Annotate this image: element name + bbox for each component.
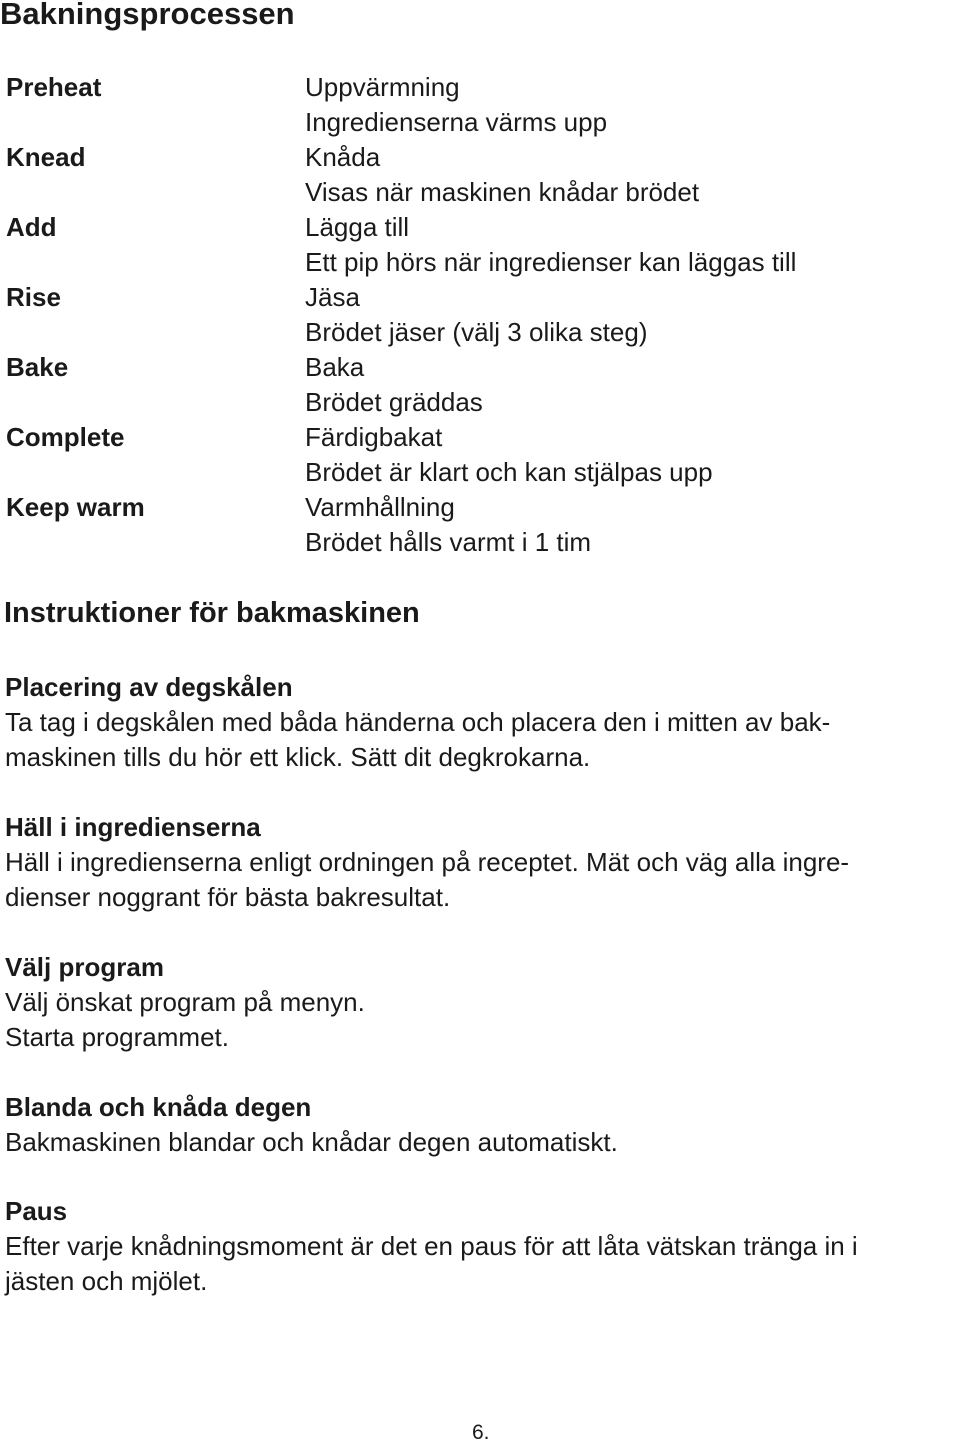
instruction-text: jästen och mjölet. <box>5 1266 208 1296</box>
instruction-text: Efter varje knådningsmoment är det en paus för att låta vätskan tränga in i <box>5 1231 858 1261</box>
instruction-heading: Häll i ingredienserna <box>5 812 261 842</box>
instruction-bowl-placement <box>5 670 955 775</box>
instruction-text: Häll i ingredienserna enligt ordningen på receptet. Mät och väg alla ingre- <box>5 847 850 877</box>
process-detail: Brödet jäser (välj 3 olika steg) <box>305 317 648 347</box>
instruction-text: maskinen tills du hör ett klick. Sätt dit degkrokarna. <box>5 742 591 772</box>
process-term: Keep warm <box>6 492 145 522</box>
instruction-text: Välj önskat program på menyn. <box>5 987 365 1017</box>
instruction-heading: Placering av degskålen <box>5 672 293 702</box>
process-description <box>305 490 591 560</box>
instruction-select-program <box>5 950 955 1055</box>
instruction-text: Bakmaskinen blandar och knådar degen automatiskt. <box>5 1127 618 1157</box>
process-row-preheat <box>6 70 946 140</box>
instruction-text: dienser noggrant för bästa bakresultat. <box>5 882 451 912</box>
process-term: Bake <box>6 352 69 382</box>
process-description <box>305 350 483 420</box>
process-term: Add <box>6 212 57 242</box>
page-number: 6. <box>472 1421 490 1444</box>
process-description <box>305 70 607 140</box>
process-description <box>305 140 699 210</box>
instruction-heading: Blanda och knåda degen <box>5 1092 312 1122</box>
process-name: Jäsa <box>305 282 360 312</box>
process-row-add <box>6 210 946 280</box>
baking-process-table <box>6 70 946 560</box>
process-detail: Brödet hålls varmt i 1 tim <box>305 527 592 557</box>
instruction-heading: Paus <box>5 1196 68 1226</box>
instruction-text: Starta programmet. <box>5 1022 229 1052</box>
instruction-pause <box>5 1194 955 1299</box>
process-description <box>305 210 796 280</box>
instruction-heading: Välj program <box>5 952 164 982</box>
process-detail: Visas när maskinen knådar brödet <box>305 177 700 207</box>
process-term: Knead <box>6 142 86 172</box>
process-name: Varmhållning <box>305 492 455 522</box>
process-name: Knåda <box>305 142 381 172</box>
process-name: Baka <box>305 352 365 382</box>
process-name: Lägga till <box>305 212 410 242</box>
process-row-bake <box>6 350 946 420</box>
process-description <box>305 280 647 350</box>
instruction-text: Ta tag i degskålen med båda händerna och placera den i mitten av bak- <box>5 707 831 737</box>
process-term: Complete <box>6 422 125 452</box>
process-term: Preheat <box>6 72 102 102</box>
process-detail: Ingredienserna värms upp <box>305 107 608 137</box>
process-detail: Ett pip hörs när ingredienser kan läggas till <box>305 247 797 277</box>
instruction-add-ingredients <box>5 810 955 915</box>
process-term: Rise <box>6 282 61 312</box>
process-row-knead <box>6 140 946 210</box>
process-row-complete <box>6 420 946 490</box>
process-row-keep-warm <box>6 490 946 560</box>
process-row-rise <box>6 280 946 350</box>
process-name: Uppvärmning <box>305 72 460 102</box>
instruction-mix-knead <box>5 1090 955 1160</box>
process-description <box>305 420 713 490</box>
process-detail: Brödet är klart och kan stjälpas upp <box>305 457 713 487</box>
process-detail: Brödet gräddas <box>305 387 483 417</box>
instructions-title: Instruktioner för bakmaskinen <box>4 597 420 629</box>
page-title: Bakningsprocessen <box>0 0 295 31</box>
process-name: Färdigbakat <box>305 422 443 452</box>
